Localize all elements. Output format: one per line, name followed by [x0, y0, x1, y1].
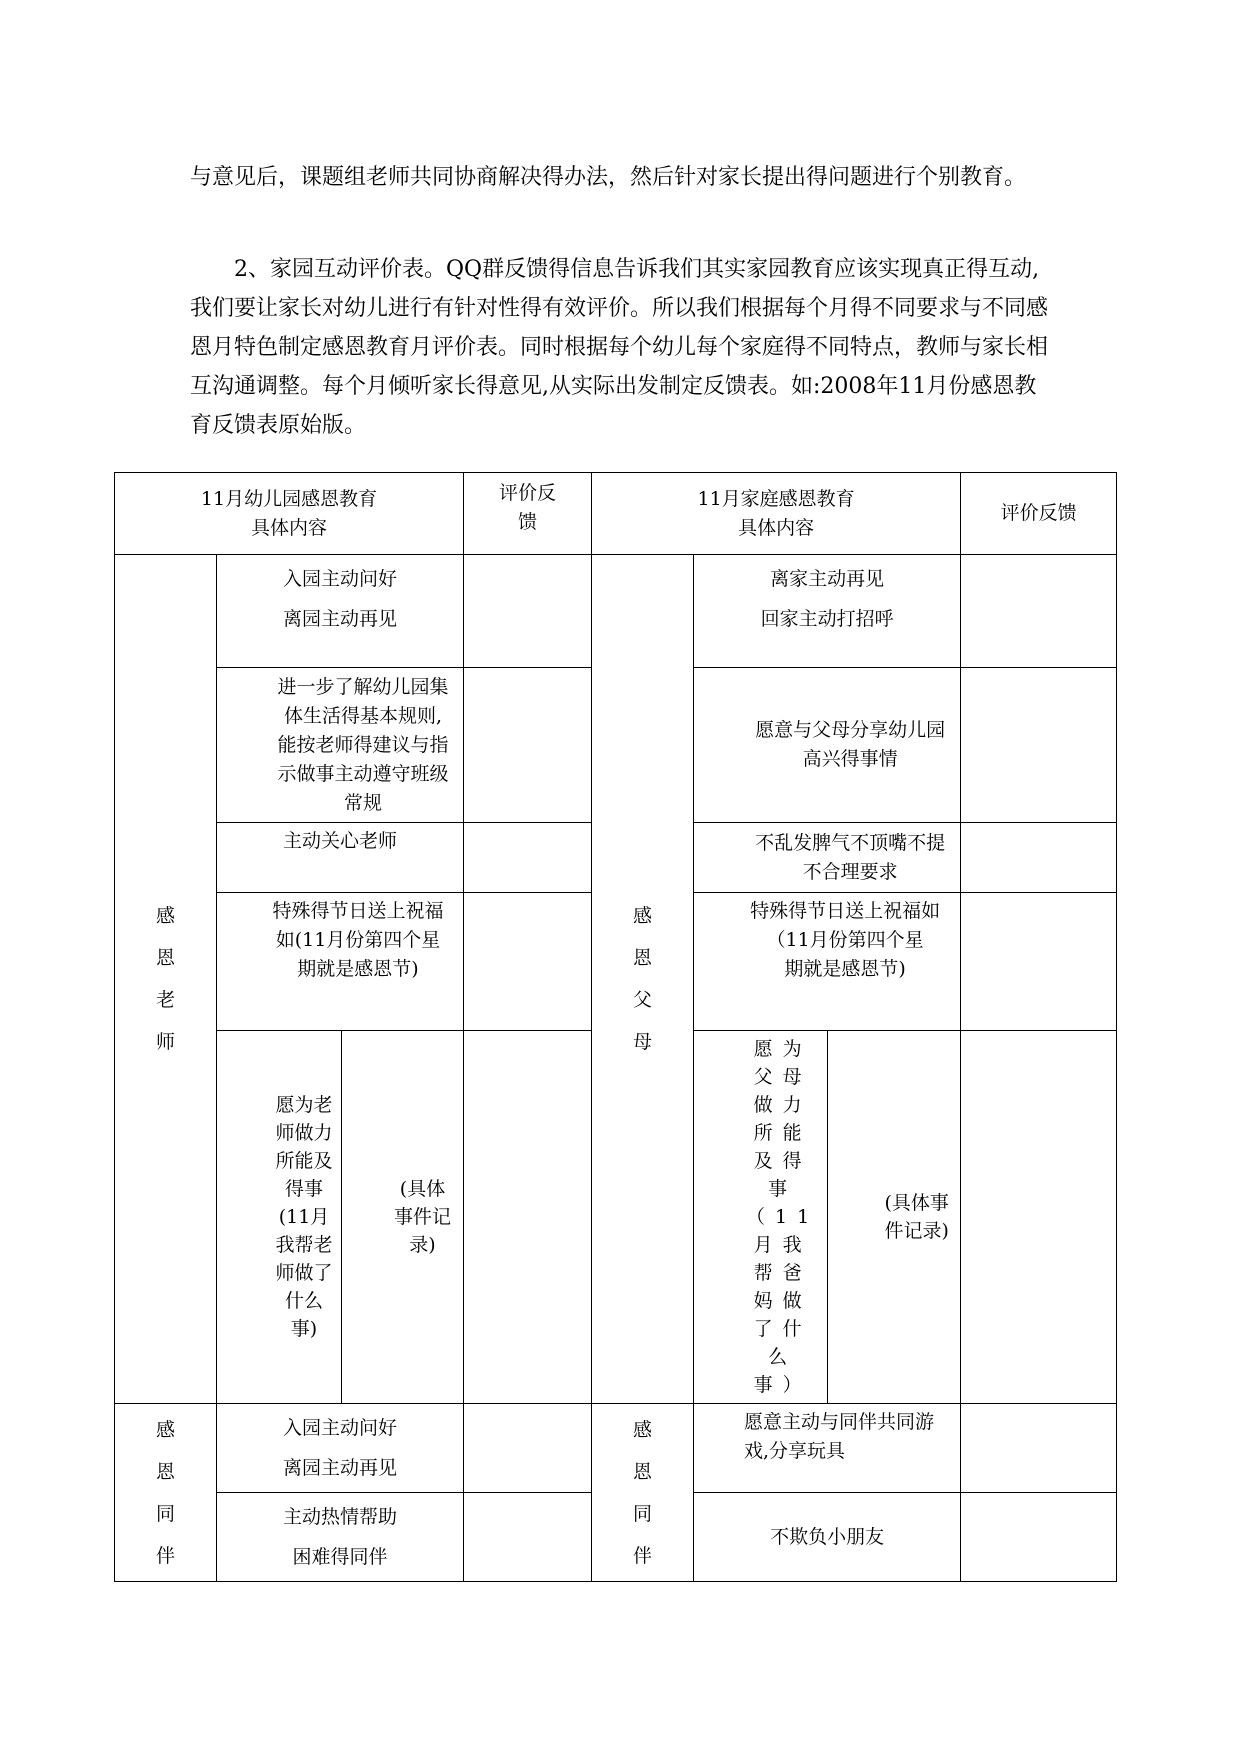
- group-char: 感: [632, 1418, 652, 1441]
- feedback-cell: [464, 893, 592, 1031]
- paragraph-2: 2、家园互动评价表。QQ群反馈得信息告诉我们其实家园教育应该实现真正得互动,我们要让家长对幼儿进行有针对性得有效评价。所以我们根据每个月得不同要求与不同感恩月特色制定感恩教育月评价表。同时根据每个幼儿每个家庭得不同特点，教师与家长相互沟通调整。每个月倾听家长得意见,从实际出发制定反馈表。如:2008年11月份感恩教育反馈表原始版。: [190, 257, 1049, 438]
- parent-record-note: (具体事件记录): [828, 1031, 961, 1404]
- teacher-item-1: 入园主动问好 离园主动再见: [217, 555, 464, 668]
- group-label-peer-left: [115, 1404, 217, 1582]
- parent-help-item: 愿为父母做力所能及得事（11月我帮爸妈做了什么事）: [694, 1031, 828, 1404]
- group-char: 感: [155, 1418, 175, 1441]
- paragraph-1: 与意见后，课题组老师共同协商解决得办法，然后针对家长提出得问题进行个别教育。: [190, 165, 1027, 190]
- teacher-item-3: 主动关心老师: [217, 823, 464, 893]
- header-feedback-left: 评价反馈: [464, 473, 592, 555]
- header-kindergarten-title: 11月幼儿园感恩教育: [200, 487, 378, 510]
- feedback-cell: [464, 555, 592, 668]
- peer-item-left-2: 主动热情帮助 困难得同伴: [217, 1493, 464, 1582]
- parent-item-4: 特殊得节日送上祝福如（11月份第四个星 期就是感恩节): [694, 893, 961, 1031]
- group-char: 恩: [155, 947, 175, 969]
- feedback-cell: [464, 1031, 592, 1404]
- group-char: 感: [632, 905, 652, 927]
- group-char: 恩: [632, 1460, 652, 1483]
- feedback-cell: [464, 1493, 592, 1582]
- parent-item-1: 离家主动再见 回家主动打招呼: [694, 555, 961, 668]
- group-char: 母: [632, 1031, 652, 1053]
- peer-item-right-2: 不欺负小朋友: [694, 1493, 961, 1582]
- feedback-cell: [961, 823, 1117, 893]
- header-kindergarten: [115, 473, 464, 555]
- peer-item-right-1: 愿意主动与同伴共同游戏,分享玩具: [694, 1404, 961, 1493]
- group-char: 师: [155, 1031, 175, 1053]
- group-char: 恩: [155, 1460, 175, 1483]
- parent-item-2: 愿意与父母分享幼儿园高兴得事情: [694, 668, 961, 823]
- feedback-cell: [961, 1031, 1117, 1404]
- feedback-cell: [961, 1404, 1117, 1493]
- teacher-item-2: 进一步了解幼儿园集体生活得基本规则,能按老师得建议与指示做事主动遵守班级常规: [217, 668, 464, 823]
- table-row: [115, 1404, 1117, 1493]
- header-family-sub: 具体内容: [738, 516, 815, 539]
- header-family-title: 11月家庭感恩教育: [697, 487, 855, 510]
- evaluation-table: [114, 472, 1117, 1582]
- group-char: 恩: [632, 947, 652, 969]
- feedback-cell: [961, 555, 1117, 668]
- feedback-cell: [961, 668, 1117, 823]
- header-feedback-right: 评价反馈: [961, 473, 1117, 555]
- group-char: 感: [155, 905, 175, 927]
- group-char: 伴: [155, 1544, 175, 1567]
- feedback-cell: [961, 1493, 1117, 1582]
- header-family: [592, 473, 961, 555]
- group-label-teacher: [115, 555, 217, 1404]
- group-label-parent: [592, 555, 694, 1404]
- feedback-cell: [464, 668, 592, 823]
- teacher-record-note: (具体事件记录): [342, 1031, 464, 1404]
- group-char: 老: [155, 989, 175, 1011]
- group-char: 同: [155, 1502, 175, 1525]
- parent-item-3: 不乱发脾气不顶嘴不提不合理要求: [694, 823, 961, 893]
- group-char: 父: [632, 989, 652, 1011]
- teacher-help-item: 愿为老师做力所能及得事(11月我帮老师做了什么事): [217, 1031, 342, 1404]
- group-char: 伴: [632, 1544, 652, 1567]
- teacher-item-4: 特殊得节日送上祝福如(11月份第四个星 期就是感恩节): [217, 893, 464, 1031]
- peer-item-left-1: 入园主动问好 离园主动再见: [217, 1404, 464, 1493]
- group-label-peer-right: [592, 1404, 694, 1582]
- table-row: [115, 555, 1117, 668]
- feedback-cell: [961, 893, 1117, 1031]
- header-row: [115, 473, 1117, 555]
- feedback-cell: [464, 823, 592, 893]
- feedback-cell: [464, 1404, 592, 1493]
- group-char: 同: [632, 1502, 652, 1525]
- header-kindergarten-sub: 具体内容: [250, 516, 327, 539]
